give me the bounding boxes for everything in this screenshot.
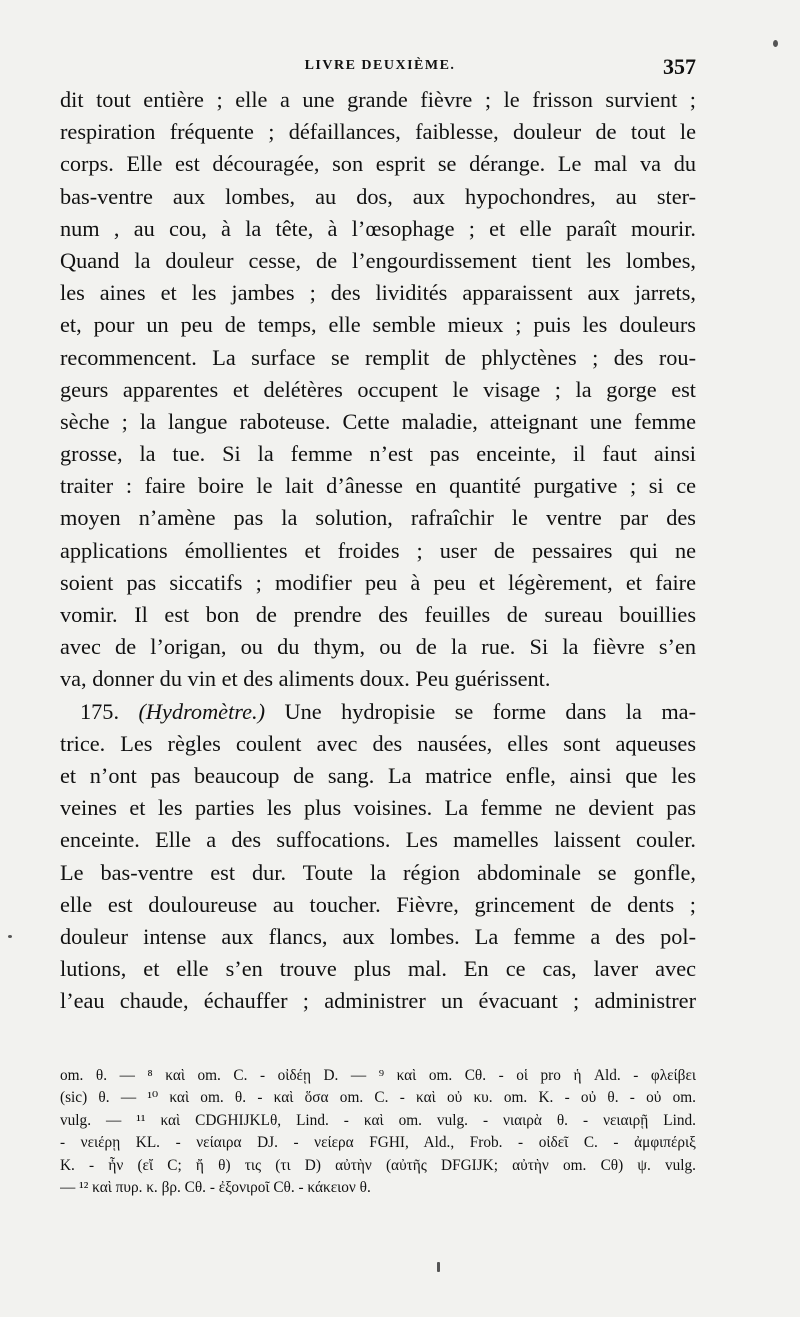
text-line: avec de l’origan, ou du thym, ou de la rue. Si la fièvre s’en (60, 634, 696, 660)
text-line: l’eau chaude, échauffer ; administrer un évacuant ; administrer (60, 988, 696, 1014)
text-line: soient pas siccatifs ; modifier peu à peu et légèrement, et faire (60, 569, 696, 595)
text-line: enceinte. Elle a des suffocations. Les mamelles laissent couler. (60, 827, 696, 853)
text-line: Le bas-ventre est dur. Toute la région abdominale se gonfle, (60, 859, 696, 885)
text-line: elle est douloureuse au toucher. Fièvre, grincement de dents ; (60, 891, 696, 917)
text-line: traiter : faire boire le lait d’ânesse en quantité purgative ; si ce (60, 473, 696, 499)
running-head (60, 54, 700, 80)
text-line: bas-ventre aux lombes, au dos, aux hypochondres, au ster- (60, 183, 696, 209)
footnotes (60, 1065, 696, 1199)
text-line: corps. Elle est découragée, son esprit se dérange. Le mal va du (60, 151, 696, 177)
page-number: 357 (663, 54, 696, 79)
text-line: sèche ; la langue raboteuse. Cette maladie, atteignant une femme (60, 408, 696, 434)
running-title: LIVRE DEUXIÈME. (304, 58, 456, 73)
footnote-line: — ¹² καὶ πυρ. κ. βρ. Cθ. - ἐξονιροῖ Cθ. - κάκειον θ. (60, 1178, 371, 1196)
section-title: (Hydromètre.) (138, 698, 266, 724)
text-line: respiration fréquente ; défaillances, faiblesse, douleur de tout le (60, 119, 696, 145)
footnote-line: - νειέρῃ KL. - νείαιρα DJ. - νείερα FGHI, Ald., Frob. - οἰδεῖ C. - ἀμφιπέριξ (60, 1134, 696, 1152)
footnote-line: om. θ. — ⁸ καὶ om. C. - οἰδέῃ D. — ⁹ καὶ om. Cθ. - οἱ pro ἡ Ald. - φλείβει (60, 1067, 696, 1084)
text-line: dit tout entière ; elle a une grande fièvre ; le frisson survient ; (60, 87, 696, 112)
text-line: les aines et les jambes ; des lividités apparaissent aux jarrets, (60, 280, 696, 306)
print-speck (773, 40, 778, 47)
text-line: et n’ont pas beaucoup de sang. La matrice enfle, ainsi que les (60, 762, 696, 788)
text-line: num , au cou, à la tête, à l’œsophage ; et elle paraît mourir. (60, 215, 696, 241)
text-line: Quand la douleur cesse, de l’engourdissement tient les lombes, (60, 247, 696, 273)
text-line: geurs apparentes et delétères occupent le visage ; la gorge est (60, 376, 696, 402)
main-text (60, 84, 696, 1017)
footnote-line: vulg. — ¹¹ καὶ CDGHIJKLθ, Lind. - καὶ om. vulg. - νιαιρὰ θ. - νειαιρῇ Lind. (60, 1111, 696, 1129)
text-line: applications émollientes et froides ; user de pessaires qui ne (60, 537, 696, 563)
text-line: lutions, et elle s’en trouve plus mal. En ce cas, laver avec (60, 956, 696, 982)
text-line: recommencent. La surface se remplit de phlyctènes ; des rou- (60, 344, 696, 370)
text-line: grosse, la tue. Si la femme n’est pas enceinte, il faut ainsi (60, 441, 696, 467)
text-line: douleur intense aux flancs, aux lombes. La femme a des pol- (60, 923, 696, 949)
text-line: veines et les parties les plus voisines. La femme ne devient pas (60, 795, 696, 821)
footnote-line: K. - ἦν (εἴ C; ἤ θ) τις (τι D) αὐτὴν (αὐτῆς DFGIJK; αὐτὴν om. Cθ) ψ. vulg. (60, 1156, 696, 1174)
section-first-line: Une hydropisie se forme dans la ma- (284, 698, 696, 724)
text-line: moyen n’amène pas la solution, rafraîchir le ventre par des (60, 505, 696, 531)
print-speck (8, 935, 12, 938)
text-line: trice. Les règles coulent avec des nausées, elles sont aqueuses (60, 730, 696, 756)
print-speck (437, 1262, 440, 1272)
footnote-line: (sic) θ. — ¹⁰ καὶ om. θ. - καὶ ὅσα om. C. - καὶ οὐ κυ. om. K. - οὐ θ. - οὐ om. (60, 1089, 696, 1107)
paragraph-last-line: va, donner du vin et des aliments doux. Peu guérissent. (60, 666, 551, 692)
text-line: vomir. Il est bon de prendre des feuilles de sureau bouillies (60, 602, 696, 627)
text-line: et, pour un peu de temps, elle semble mieux ; puis les douleurs (60, 312, 696, 338)
section-number: 175. (80, 698, 120, 724)
section-heading-line (60, 696, 696, 728)
